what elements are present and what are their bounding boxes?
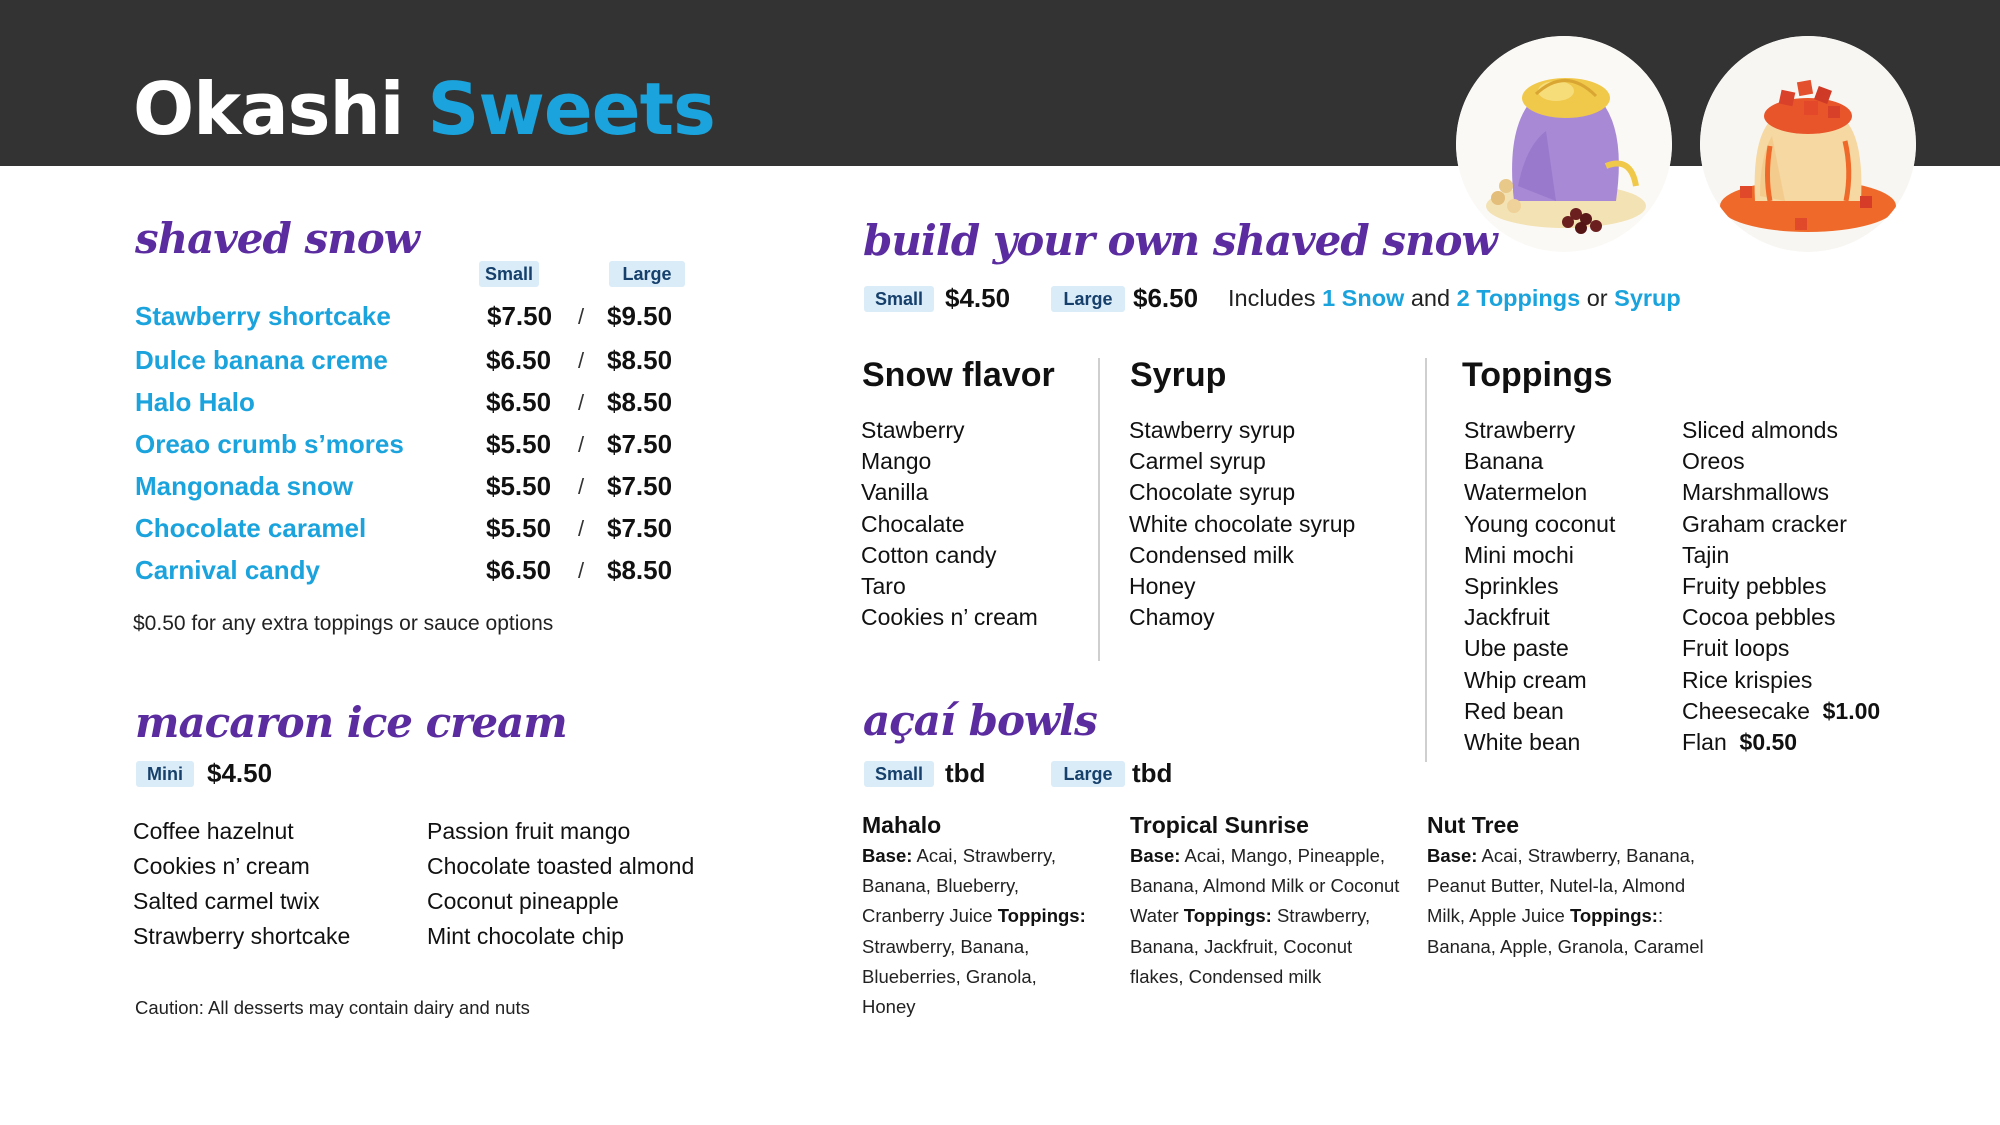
price-large: $7.50 <box>607 513 673 543</box>
size-small-badge: Small <box>479 261 539 287</box>
price-small: tbd <box>945 758 986 788</box>
price-separator: / <box>578 390 585 415</box>
list-item: Red bean <box>1464 697 1564 724</box>
price-large: $9.50 <box>607 301 673 331</box>
column-divider <box>1098 358 1100 661</box>
includes-label: Includes <box>1228 285 1316 311</box>
list-item: Marshmallows <box>1682 479 1829 506</box>
list-item-flan <box>1682 727 1880 758</box>
list-item: Condensed milk <box>1129 541 1294 568</box>
bowl-name: Mahalo <box>862 812 942 838</box>
list-item: White chocolate syrup <box>1129 510 1356 537</box>
and-label: and <box>1410 285 1451 311</box>
base-label: Base: <box>1130 845 1181 866</box>
price-small: $7.50 <box>487 301 553 331</box>
list-item: Watermelon <box>1464 479 1588 506</box>
menu-item-name: Mangonada snow <box>135 471 354 501</box>
price-separator: / <box>578 304 585 329</box>
brand-word-2: Sweets <box>427 67 715 151</box>
column-divider <box>1425 358 1427 762</box>
list-item: Mango <box>861 448 932 475</box>
toppings-label: Toppings: <box>1183 905 1272 927</box>
size-small-badge: Small <box>864 286 934 312</box>
list-item: Coffee hazelnut <box>133 818 294 844</box>
price-small: $5.50 <box>486 429 552 459</box>
list-item: Chocalate <box>861 510 965 537</box>
price-small: $5.50 <box>486 471 552 501</box>
extra-toppings-note: $0.50 for any extra toppings or sauce options <box>133 612 554 635</box>
list-item: Honey <box>1129 573 1196 600</box>
list-item: Strawberry shortcake <box>133 923 351 949</box>
menu-item-name: Carnival candy <box>135 555 320 585</box>
base-label: Base: <box>1427 845 1478 866</box>
list-item: Tajin <box>1682 541 1730 568</box>
snow-flavor-heading: Snow flavor <box>862 356 1055 394</box>
price-large: $8.50 <box>607 387 673 417</box>
list-item: Young coconut <box>1464 510 1616 537</box>
allergy-caution: Caution: All desserts may contain dairy and nuts <box>135 997 530 1018</box>
list-item: Chocolate syrup <box>1129 479 1296 506</box>
base-label: Base: <box>862 845 913 866</box>
toppings-label: Toppings: <box>1569 905 1658 927</box>
bowl-name: Tropical Sunrise <box>1130 812 1309 838</box>
price-small: $5.50 <box>486 513 552 543</box>
price-small: $6.50 <box>486 555 552 585</box>
list-item: Cookies n’ cream <box>133 853 310 879</box>
list-item: Chocolate toasted almond <box>427 853 695 879</box>
menu-item-name: Oreao crumb s’mores <box>135 429 404 459</box>
list-item: Sliced almonds <box>1682 417 1838 443</box>
list-item: Mint chocolate chip <box>427 923 624 949</box>
menu-item-name: Dulce banana creme <box>135 345 388 375</box>
list-item: Carmel syrup <box>1129 448 1266 475</box>
cheesecake-price: $1.00 <box>1822 697 1881 724</box>
list-item: Oreos <box>1682 448 1745 475</box>
price-small: $4.50 <box>945 283 1011 313</box>
brand-word-1: Okashi <box>133 67 404 151</box>
list-item: Fruit loops <box>1682 635 1790 662</box>
snow-count: 1 Snow <box>1322 285 1405 311</box>
list-item: Cotton candy <box>861 541 997 568</box>
list-item: Passion fruit mango <box>427 818 631 844</box>
list-item: Cocoa pebbles <box>1682 604 1836 631</box>
toppings-text: : Banana, Apple, Granola, Caramel <box>1427 905 1704 957</box>
list-item: Ube paste <box>1464 635 1569 662</box>
base-text: Acai, Strawberry, Banana, Peanut Butter, Nutel-la, Almond Milk, Apple Juice <box>1427 845 1696 927</box>
snow-flavor-list <box>861 415 1038 633</box>
size-large-badge: Large <box>609 261 685 287</box>
price-separator: / <box>578 432 585 457</box>
macaron-flavors-col2 <box>427 814 694 954</box>
price-mini: $4.50 <box>207 758 273 788</box>
shaved-snow-heading: shaved snow <box>135 214 419 263</box>
price-large: tbd <box>1132 758 1173 788</box>
list-item: Rice krispies <box>1682 666 1813 693</box>
size-large-badge: Large <box>1051 286 1125 312</box>
syrup-option: Syrup <box>1614 285 1681 311</box>
list-item: Fruity pebbles <box>1682 573 1827 600</box>
list-item: Chamoy <box>1129 604 1215 631</box>
acai-bowls-heading: açaí bowls <box>863 696 1097 745</box>
list-item: Graham cracker <box>1682 510 1847 537</box>
list-item: Jackfruit <box>1464 604 1550 631</box>
bowl-description <box>1130 841 1402 992</box>
macaron-flavors-col1 <box>133 814 350 954</box>
list-item: Whip cream <box>1464 666 1587 693</box>
list-item-cheesecake <box>1682 696 1880 727</box>
bowl-description <box>862 841 1092 1022</box>
price-separator: / <box>578 558 585 583</box>
list-item: Cookies n’ cream <box>861 604 1038 631</box>
syrup-heading: Syrup <box>1130 356 1227 394</box>
price-large: $7.50 <box>607 471 673 501</box>
list-item: Taro <box>861 573 906 600</box>
price-large: $8.50 <box>607 555 673 585</box>
list-item: Sprinkles <box>1464 573 1559 600</box>
toppings-list-col2 <box>1682 415 1880 758</box>
menu-item-name: Halo Halo <box>135 387 255 417</box>
cheesecake-label: Cheesecake <box>1682 697 1810 724</box>
macaron-heading: macaron ice cream <box>135 698 567 747</box>
list-item: Coconut pineapple <box>427 888 619 914</box>
size-mini-badge: Mini <box>136 761 194 787</box>
list-item: White bean <box>1464 729 1581 756</box>
price-large: $6.50 <box>1133 283 1199 313</box>
list-item: Mini mochi <box>1464 541 1574 568</box>
toppings-count: 2 Toppings <box>1456 285 1581 311</box>
list-item: Strawberry <box>1464 417 1576 443</box>
flan-label: Flan <box>1682 729 1727 756</box>
price-large: $7.50 <box>607 429 673 459</box>
strawberry-flan-photo <box>1700 36 1916 252</box>
or-label: or <box>1586 285 1608 311</box>
bowl-description <box>1427 841 1717 962</box>
price-large: $8.50 <box>607 345 673 375</box>
flan-price: $0.50 <box>1739 729 1798 756</box>
list-item: Banana <box>1464 448 1544 475</box>
brand-title <box>133 64 715 154</box>
build-your-own-heading: build your own shaved snow <box>863 216 1497 265</box>
includes-text <box>1228 285 1681 312</box>
syrup-list <box>1129 415 1355 633</box>
price-separator: / <box>578 348 585 373</box>
price-separator: / <box>578 474 585 499</box>
bowl-name: Nut Tree <box>1427 812 1520 838</box>
price-separator: / <box>578 516 585 541</box>
menu-item-name: Chocolate caramel <box>135 513 367 543</box>
toppings-heading: Toppings <box>1462 356 1613 394</box>
size-large-badge: Large <box>1051 761 1125 787</box>
list-item: Stawberry syrup <box>1129 417 1296 443</box>
list-item: Salted carmel twix <box>133 888 320 914</box>
price-small: $6.50 <box>486 387 552 417</box>
size-small-badge: Small <box>864 761 934 787</box>
toppings-text: Strawberry, Banana, Jackfruit, Coconut flakes, Condensed milk <box>1130 905 1371 987</box>
base-text: Acai, Mango, Pineapple, Banana, Almond Milk or Coconut Water <box>1130 845 1400 927</box>
toppings-label: Toppings: <box>997 905 1086 927</box>
base-text: Acai, Strawberry, Banana, Blueberry, Cranberry Juice <box>862 845 1056 927</box>
list-item: Stawberry <box>861 417 965 443</box>
price-small: $6.50 <box>486 345 552 375</box>
list-item: Vanilla <box>861 479 929 506</box>
toppings-text: Strawberry, Banana, Blueberries, Granola, Honey <box>862 935 1037 1018</box>
toppings-list-col1 <box>1464 415 1615 758</box>
menu-item-name: Stawberry shortcake <box>135 301 391 331</box>
